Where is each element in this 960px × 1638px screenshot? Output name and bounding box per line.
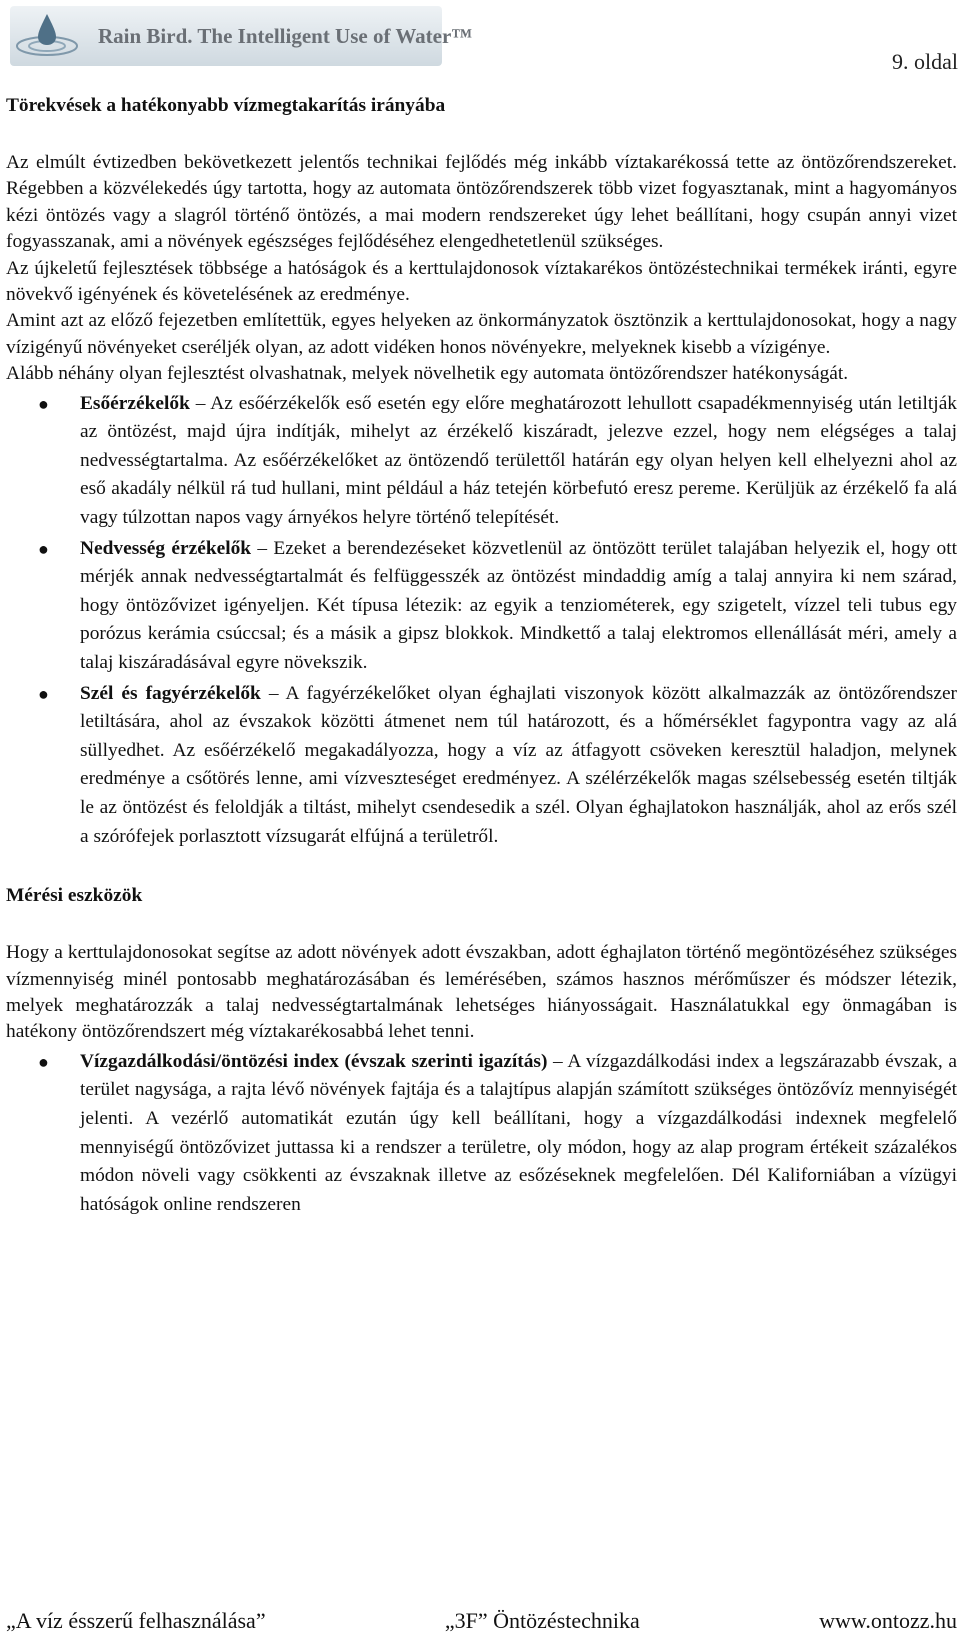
page-content	[6, 89, 957, 1219]
list-item	[6, 680, 957, 852]
footer-left: „A víz ésszerű felhasználása”	[6, 1608, 266, 1633]
item-text: – A fagyérzékelőket olyan éghajlati viszonyok között alkalmazzák az öntözőrendszer letiltására, ahol az évszakok közötti átmenet nem túl határozott, és a hőmérséklet fagypontra vagy az alá süllyedhet. Az esőérzékelő megakadályozza, hogy a víz az átfagyott csöveken keresztül haladjon, melynek eredménye a csőtörés lenne, ami vízveszteséget eredményez. A szélérzékelők magas szélsebesség esetén tiltják le az öntözést és feloldják a tiltást, mihelyt csendesedik a szél. Olyan éghajlatokon használják, ahol az erős szél a szórófejek porlasztott vízsugarát elfújná a területről.	[80, 682, 958, 847]
list-item	[6, 1048, 957, 1220]
paragraph: Hogy a kerttulajdonosokat segítse az adott növények adott évszakban, adott éghajlaton történő megöntözéséhez szükséges vízmennyiség minél pontosabb meghatározásában és lemérésében, számos hasznos mérőműszer és módszer létezik, melyek meghatározzák a talaj nedvességtartalmának lehetséges hiányosságait. Használatukkal egy önmagában is hatékony öntözőrendszert még víztakarékosabbá lehet tenni.	[6, 942, 957, 1043]
rain-bird-logo	[10, 6, 473, 66]
footer-url: www.ontozz.hu	[819, 1608, 957, 1633]
bullet-list	[6, 390, 957, 852]
bullet-list	[6, 1048, 957, 1220]
item-term: Esőérzékelők	[80, 392, 190, 414]
water-drop-icon	[10, 6, 84, 66]
item-text: – A vízgazdálkodási index a legszárazabb évszak, a terület nagysága, a rajta lévő növények fajtája és a talajtípus alapján számított szükséges öntözővíz mennyiségét jelenti. A vezérlő automatikát ezután úgy kell beállítani, hogy a vízgazdálkodási indexnek megfelelő mennyiségű öntözővizet juttassa ki a rendszer a területre, oly módon, hogy az alap program értékeit százalékos módon növeli vagy csökkenti az évszaknak illetve az esőzéseknek megfelelően. Dél Kaliforniában a vízügyi hatóságok online rendszeren	[80, 1050, 957, 1215]
item-term: Nedvesség érzékelők	[80, 537, 252, 559]
section-title: Törekvések a hatékonyabb vízmegtakarítás irányába	[6, 95, 446, 116]
section-title: Mérési eszközök	[6, 885, 143, 907]
page-footer	[6, 1608, 957, 1636]
footer-center: „3F” Öntözéstechnika	[444, 1608, 640, 1633]
item-text: – Az esőérzékelők eső esetén egy előre meghatározott lehullott csapadékmennyiség után letiltják az öntözést, majd újra indítják, mihelyt az érzékelő kiszáradt, jelezve ezzel, hogy nem elégséges a talaj nedvességtartalma. Az esőérzékelőket az öntözendő területtől határán egy olyan helyen kell elhelyezni ahol az eső akadály nélkül rá tud hullani, mint például a ház tetején körbefutó eresz pereme. Kerüljük az érzékelő fa alá vagy túlzottan napos vagy árnyékos helyre történő telepítését.	[80, 392, 957, 529]
list-item	[6, 535, 957, 678]
item-term: Szél és fagyérzékelők	[80, 682, 261, 704]
paragraph: Az elmúlt évtizedben bekövetkezett jelentős technikai fejlődés még inkább víztakarékossá tette az öntözőrendszereket. Régebben a közvélekedés úgy tartotta, hogy az automata öntözőrendszerek több vizet fogyasztanak, mint a hagyományos kézi öntözés vagy a slagról történő öntözés, a mai modern rendszereket úgy lehet beállítani, hogy csupán annyi vizet fogyasszanak, ami a növények egészséges fejlődéséhez elengedhetetlenül szükséges.	[6, 152, 957, 253]
logo-text: Rain Bird. The Intelligent Use of Water™	[98, 23, 473, 48]
bullet-icon: ●	[38, 538, 49, 559]
item-text: – Ezeket a berendezéseket közvetlenül az öntözött terület talajában helyezik el, hogy ott mérjék annak nedvességtartalmát és felfüggesszék az öntözést mindaddig amíg a talaj annyira ki nem szárad, hogy öntözővizet igényeljen. Két típusa létezik: az egyik a tenziométerek, egy szigetelt, vízzel teli tubus egy porózus kerámia csúccsal; és a másik a gipsz blokkok. Mindkettő a talaj elektromos ellenállását méri, amely a talaj kiszáradásával egyre növekszik.	[80, 537, 957, 673]
bullet-icon: ●	[38, 393, 49, 414]
paragraph: Az újkeletű fejlesztések többsége a hatóságok és a kerttulajdonosok víztakarékos öntözéstechnikai termékek iránti, egyre növekvő igényének és követelésének az eredménye.	[6, 257, 957, 306]
item-term: Vízgazdálkodási/öntözési index (évszak szerinti igazítás)	[80, 1050, 548, 1072]
bullet-icon: ●	[38, 683, 49, 704]
page-number: 9. oldal	[892, 49, 958, 74]
list-item	[6, 390, 957, 533]
paragraph: Alább néhány olyan fejlesztést olvashatnak, melyek növelhetik egy automata öntözőrendszer hatékonyságát.	[6, 363, 849, 385]
paragraph: Amint azt az előző fejezetben említettük, egyes helyeken az önkormányzatok ösztönzik a kerttulajdonosokat, hogy a nagy vízigényű növényeket cseréljék olyan, az adott vidéken honos növényekre, melyeknek kisebb a vízigénye.	[6, 310, 957, 358]
bullet-icon: ●	[38, 1051, 49, 1072]
